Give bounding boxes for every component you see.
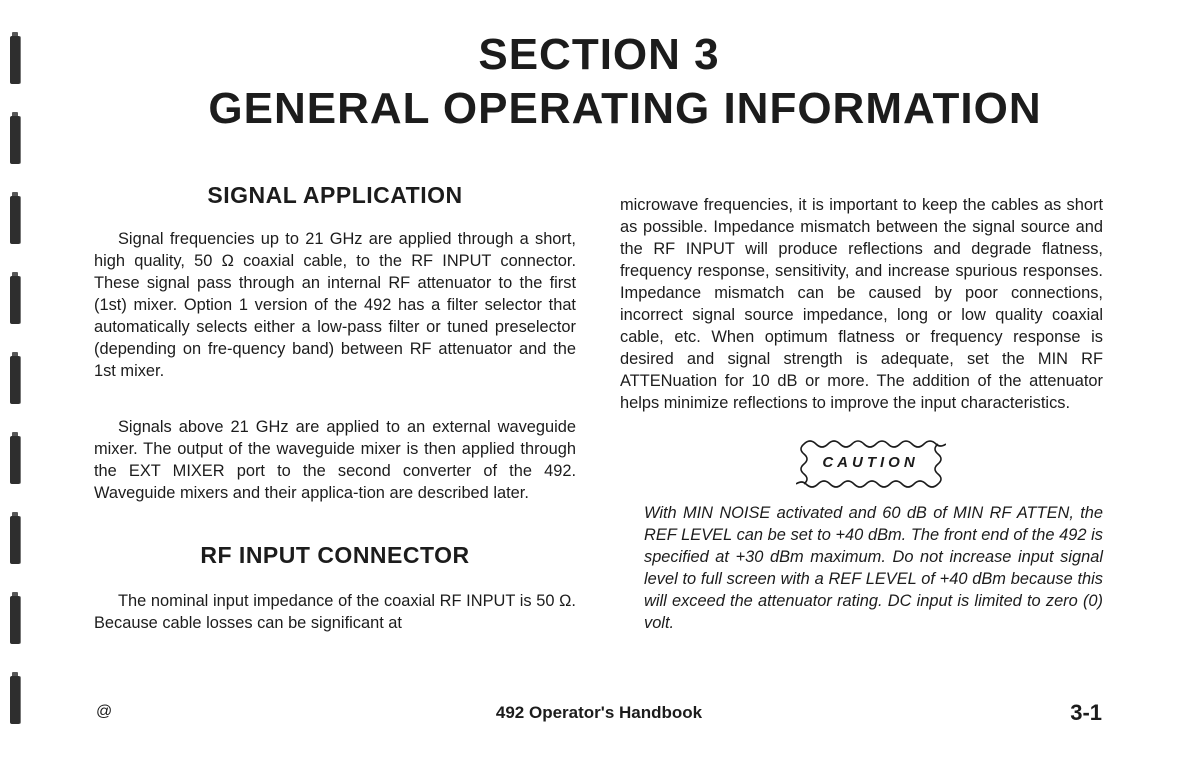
signal-application-heading: SIGNAL APPLICATION <box>207 182 463 208</box>
signal-paragraph-2: Signals above 21 GHz are applied to an external waveguide mixer. The output of the waveguide mixer is then applied through the EXT MIXER port to the second converter of the 492. Waveguide mixers and their applica-tion are described later. <box>94 418 576 502</box>
right-column <box>620 194 1103 634</box>
footer-title: 492 Operator's Handbook <box>495 703 703 722</box>
caution-text: With MIN NOISE activated and 60 dB of MIN RF ATTEN, the REF LEVEL can be set to +40 dBm. The front end of the 492 is specified at +30 dBm maximum. Do not increase input signal level to full screen with a REF LEVEL of +40 dBm because this will exceed the attenuator rating. DC input is limited to zero (0) volt. <box>644 504 1103 632</box>
binder-hole <box>10 356 20 404</box>
binder-hole <box>10 116 20 164</box>
binder-holes <box>10 0 24 760</box>
page-number: 3-1 <box>1070 700 1102 725</box>
binder-hole <box>10 516 20 564</box>
caution-box <box>796 436 946 492</box>
binder-hole <box>10 436 20 484</box>
left-column <box>94 184 576 634</box>
footer-symbol: @ <box>96 703 113 720</box>
signal-paragraph-1: Signal frequencies up to 21 GHz are applied through a short, high quality, 50 Ω coaxial cable, to the RF INPUT connector. These signal pass through an internal RF attenuator to the first (1st) mixer. Option 1 version of the 492 has a filter selector that automatically selects either a low-pass filter or tuned preselector (depending on fre-quency band) between RF attenuator and the 1st mixer. <box>94 230 576 380</box>
rf-paragraph-continued: microwave frequencies, it is important to keep the cables as short as possible. Impedance mismatch between the signal source and the RF INPUT will produce reflections and degrade flatness, frequency response, sensitivity, and increase spurious responses. Impedance mismatch can be caused by poor connections, incorrect signal source impedance, long or low quality coaxial cable, etc. When optimum flatness or frequency response is desired and signal strength is adequate, set the MIN RF ATTENuation for 10 dB or more. The addition of the attenuator helps minimize reflections to improve the input characteristics. <box>620 196 1103 412</box>
binder-hole <box>10 596 20 644</box>
rf-input-connector-heading: RF INPUT CONNECTOR <box>200 542 470 568</box>
section-number: SECTION 3 <box>478 30 720 79</box>
caution-label: CAUTION <box>822 454 919 471</box>
binder-hole <box>10 196 20 244</box>
caution-banner <box>620 436 1103 492</box>
section-title: GENERAL OPERATING INFORMATION <box>208 84 1042 133</box>
rf-paragraph-1: The nominal input impedance of the coaxial RF INPUT is 50 Ω. Because cable losses can be significant at <box>94 592 576 632</box>
binder-hole <box>10 276 20 324</box>
